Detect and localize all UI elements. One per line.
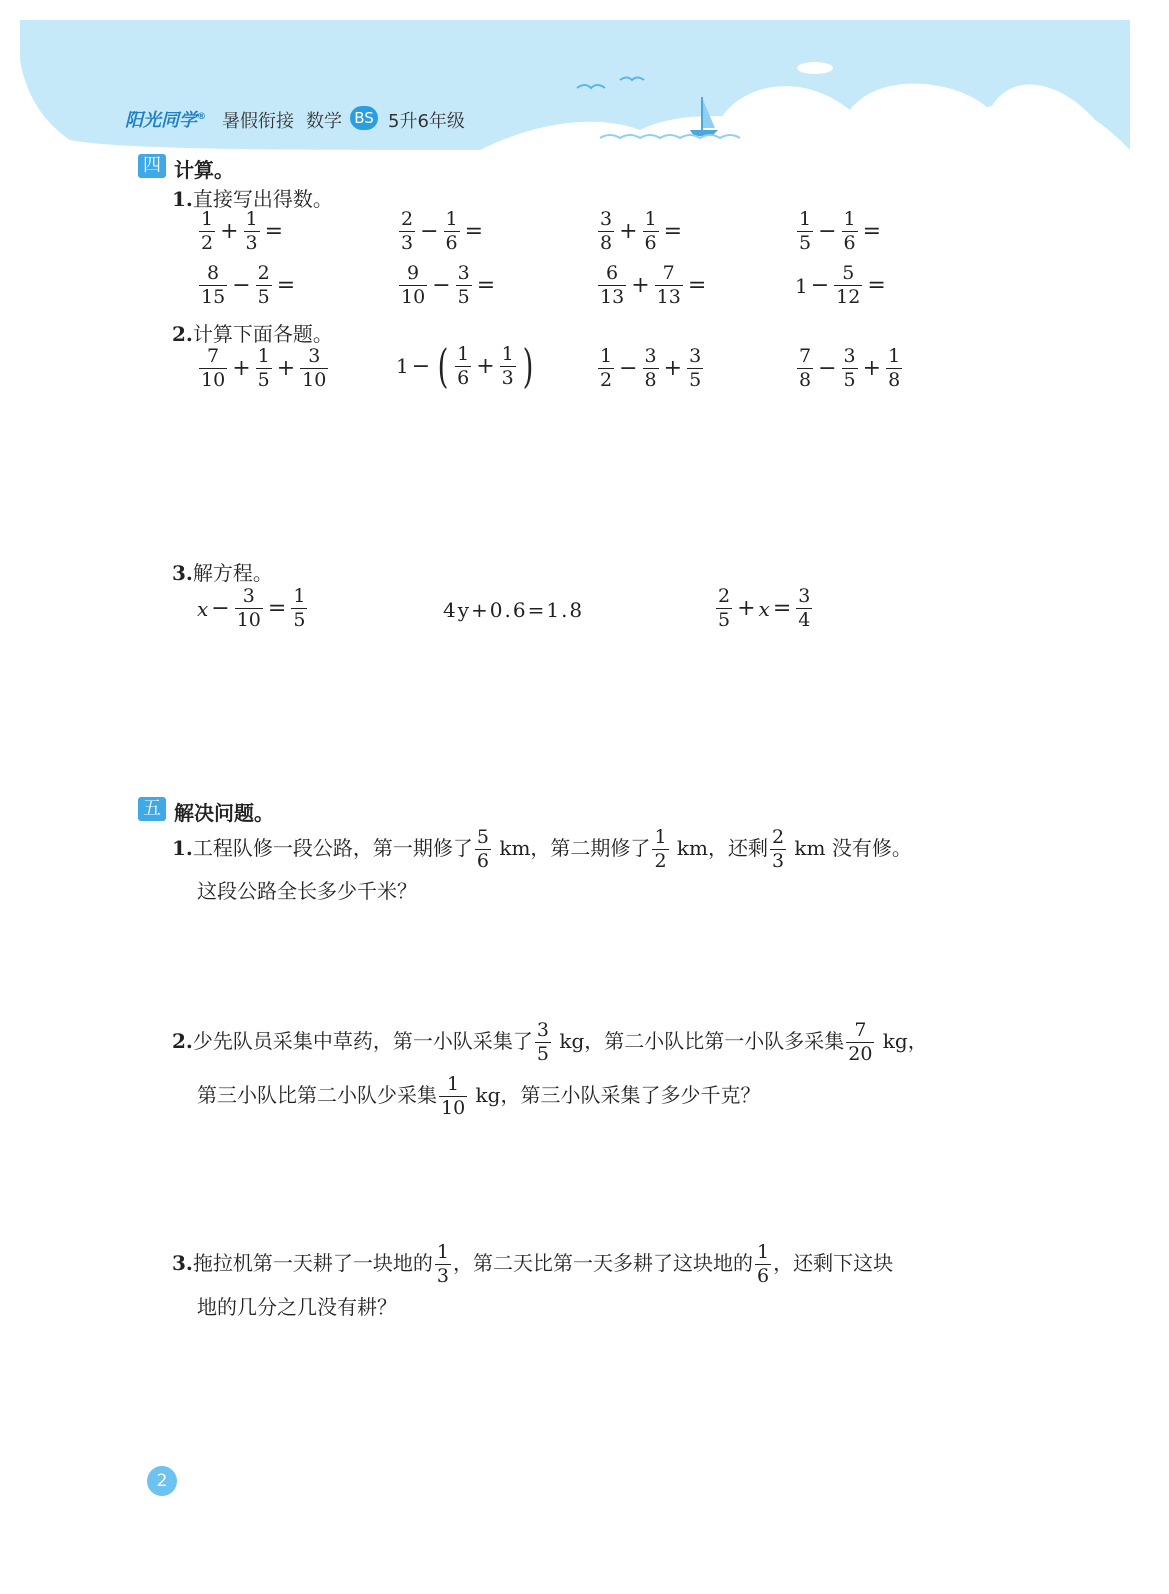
math-expression: $\frac{2}{3}$ − $\frac{1}{6}$ = <box>401 208 484 254</box>
fraction: $\frac{1}{6}$ <box>843 208 856 254</box>
question-heading <box>172 557 273 586</box>
fraction: $\frac{1}{2}$ <box>600 345 613 391</box>
header-banner <box>0 0 1169 160</box>
word-problem-line: 地的几分之几没有耕？ <box>197 1295 397 1319</box>
fraction: $\frac{2}{3}$ <box>771 826 785 872</box>
fraction: $\frac{5}{6}$ <box>476 826 489 872</box>
fraction: $\frac{1}{3}$ <box>436 1241 449 1287</box>
section-title: 解决问题。 <box>174 801 274 825</box>
subject-label: 数学 <box>306 111 342 132</box>
fraction: $\frac{1}{5}$ <box>799 208 812 254</box>
equation: 4y+0.6=1.8 <box>443 598 585 622</box>
word-problem: 1.工程队修一段公路，第一期修了 $\frac{5}{6}$ km，第二期修了 $\frac{1}{2}$ km，还剩 $\frac{2}{3}$ km 没有修。 <box>172 826 912 872</box>
fraction: $\frac{3}{4}$ <box>798 585 811 631</box>
fraction: $\frac{1}{5}$ <box>257 345 270 391</box>
word-problem-line: 第三小队比第二小队少采集 $\frac{1}{10}$ kg，第三小队采集了多少千克？ <box>197 1073 761 1119</box>
fraction: $\frac{3}{5}$ <box>689 345 702 391</box>
math-expression: $\frac{1}{2}$ − $\frac{3}{8}$ + $\frac{3}{5}$ <box>600 345 702 391</box>
grade-label: 5升6年级 <box>388 111 465 132</box>
fraction: $\frac{1}{3}$ <box>501 342 514 389</box>
cloud-icon <box>797 62 833 74</box>
edition-badge: BS <box>350 106 378 130</box>
section-number: 五 <box>138 797 166 821</box>
math-expression: $\frac{3}{8}$ + $\frac{1}{6}$ = <box>600 208 683 254</box>
question-text: 解方程。 <box>192 561 273 585</box>
section-title: 计算。 <box>174 158 234 182</box>
brand-name: 阳光同学 <box>125 110 197 131</box>
math-expression: $\frac{1}{5}$ − $\frac{1}{6}$ = <box>799 208 882 254</box>
equation: $\frac{2}{5}$ + x = $\frac{3}{4}$ <box>718 585 811 631</box>
question-index: 3. <box>172 561 193 585</box>
fraction: $\frac{7}{20}$ <box>848 1019 873 1065</box>
fraction: $\frac{2}{3}$ <box>401 208 414 254</box>
question-heading <box>172 318 333 347</box>
fraction: $\frac{3}{5}$ <box>536 1019 549 1065</box>
math-expression: $\frac{9}{10}$ − $\frac{3}{5}$ = <box>401 262 496 308</box>
fraction: $\frac{3}{10}$ <box>302 345 327 391</box>
fraction: $\frac{1}{6}$ <box>457 342 470 389</box>
fraction: $\frac{1}{6}$ <box>445 208 458 254</box>
fraction: $\frac{8}{15}$ <box>201 262 226 308</box>
fraction: $\frac{5}{12}$ <box>836 262 861 308</box>
fraction: $\frac{1}{2}$ <box>654 826 667 872</box>
math-expression: 1 − ( $\frac{1}{6}$ + $\frac{1}{3}$ ) <box>396 339 534 393</box>
fraction: $\frac{1}{6}$ <box>644 208 657 254</box>
fraction: $\frac{7}{8}$ <box>799 345 812 391</box>
page-number: 2 <box>147 1466 177 1496</box>
fraction: $\frac{1}{2}$ <box>201 208 214 254</box>
word-problem: 2.少先队员采集中草药，第一小队采集了 $\frac{3}{5}$ kg，第二小队比第一小队多采集 $\frac{7}{20}$ kg， <box>172 1019 928 1065</box>
fraction: $\frac{2}{5}$ <box>718 585 731 631</box>
brand-mark: ® <box>197 112 206 122</box>
fraction: $\frac{1}{8}$ <box>888 345 901 391</box>
fraction: $\frac{1}{5}$ <box>293 585 306 631</box>
word-problem: 3.拖拉机第一天耕了一块地的 $\frac{1}{3}$ ，第二天比第一天多耕了这块地的 $\frac{1}{6}$ ，还剩下这块 <box>172 1241 894 1287</box>
fraction: $\frac{9}{10}$ <box>401 262 426 308</box>
brand-logo <box>125 106 206 132</box>
question-text: 计算下面各题。 <box>192 322 333 346</box>
math-expression: $\frac{1}{2}$ + $\frac{1}{3}$ = <box>201 208 284 254</box>
question-index: 2. <box>172 322 193 346</box>
fraction: $\frac{1}{6}$ <box>756 1241 770 1287</box>
fraction: $\frac{7}{10}$ <box>201 345 226 391</box>
series-title: 暑假衔接 <box>222 111 294 132</box>
question-text: 直接写出得数。 <box>192 187 333 211</box>
word-problem-line: 这段公路全长多少千米？ <box>197 879 417 903</box>
fraction: $\frac{3}{5}$ <box>457 262 470 308</box>
fraction: $\frac{1}{10}$ <box>441 1073 466 1119</box>
fraction: $\frac{3}{8}$ <box>600 208 613 254</box>
fraction: $\frac{1}{3}$ <box>245 208 258 254</box>
fraction: $\frac{7}{13}$ <box>656 262 681 308</box>
fraction: $\frac{2}{5}$ <box>257 262 270 308</box>
fraction: $\frac{3}{10}$ <box>236 585 261 631</box>
math-expression: $\frac{8}{15}$ − $\frac{2}{5}$ = <box>201 262 296 308</box>
math-expression: $\frac{7}{8}$ − $\frac{3}{5}$ + $\frac{1}{8}$ <box>799 345 901 391</box>
math-expression: $\frac{6}{13}$ + $\frac{7}{13}$ = <box>600 262 707 308</box>
fraction: $\frac{3}{8}$ <box>644 345 657 391</box>
section-number: 四 <box>138 154 166 178</box>
math-expression: $\frac{7}{10}$ + $\frac{1}{5}$ + $\frac{3}{10}$ <box>201 345 327 391</box>
equation: x − $\frac{3}{10}$ = $\frac{1}{5}$ <box>197 585 306 631</box>
fraction: $\frac{3}{5}$ <box>843 345 856 391</box>
question-index: 1. <box>172 187 193 211</box>
math-expression: 1 − $\frac{5}{12}$ = <box>795 262 886 308</box>
fraction: $\frac{6}{13}$ <box>600 262 625 308</box>
